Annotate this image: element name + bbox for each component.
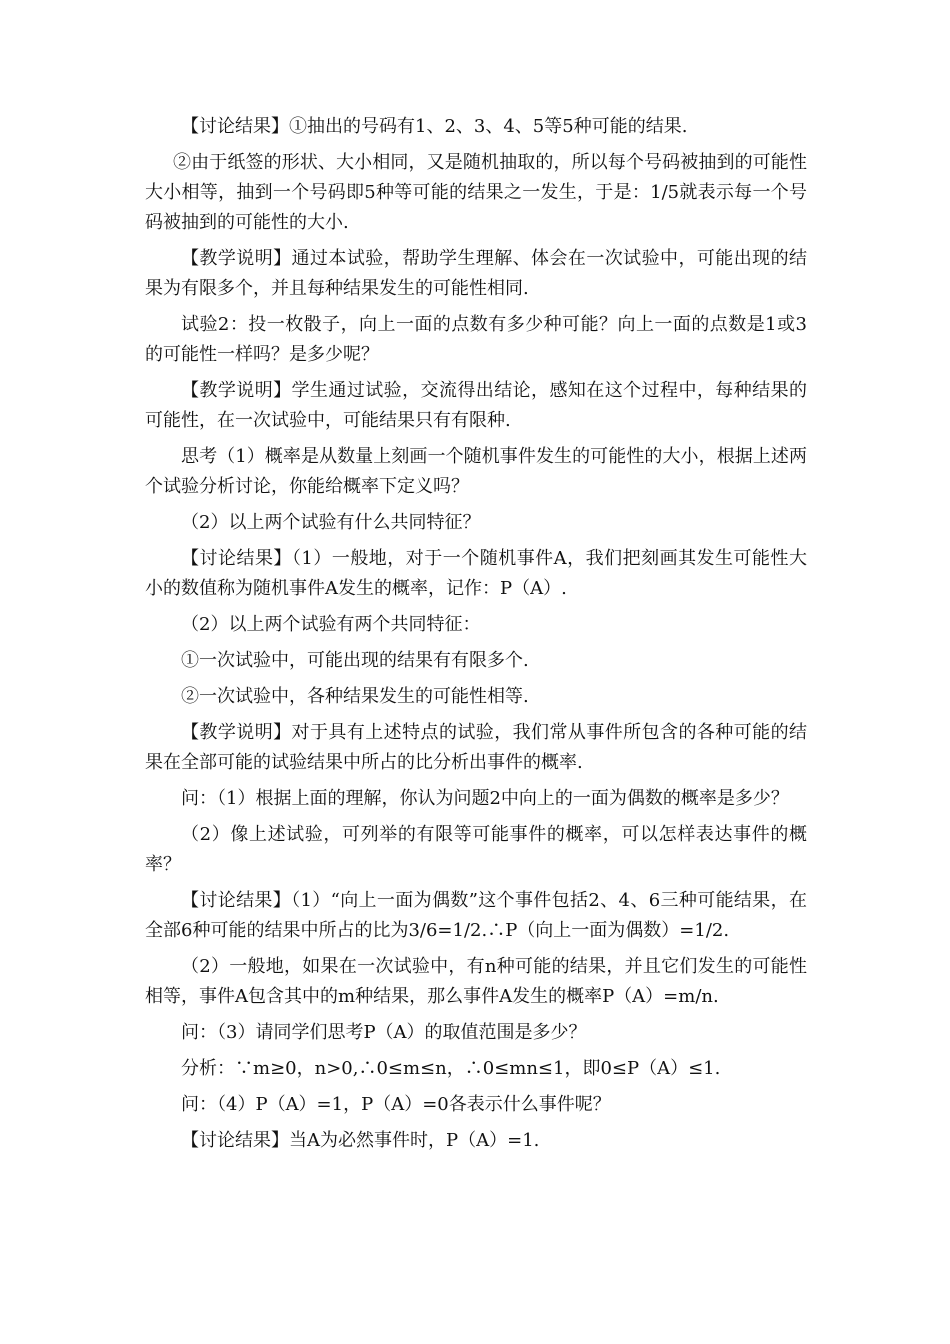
- paragraph-feature-1: ①一次试验中，可能出现的结果有有限多个.: [181, 650, 529, 671]
- paragraph-teaching-note-3: 【教学说明】对于具有上述特点的试验，我们常从事件所包含的各种可能的结果在全部可能的试验结果中所占的比分析出事件的概率.: [145, 722, 807, 773]
- paragraph-discussion-result-even: 【讨论结果】（1）“向上一面为偶数”这个事件包括2、4、6三种可能结果，在全部6种可能的结果中所占的比为3/6=1/2.∴P（向上一面为偶数）=1/2.: [145, 890, 807, 941]
- paragraph-discussion-result-certain: 【讨论结果】当A为必然事件时，P（A）=1.: [181, 1130, 540, 1151]
- paragraph-teaching-note-2: 【教学说明】学生通过试验，交流得出结论，感知在这个过程中，每种结果的可能性，在一次试验中，可能结果只有有限种.: [145, 380, 807, 431]
- paragraph-think-1: 思考（1）概率是从数量上刻画一个随机事件发生的可能性的大小，根据上述两个试验分析讨论，你能给概率下定义吗？: [145, 446, 807, 497]
- paragraph-question-4: 问：（4）P（A）=1，P（A）=0各表示什么事件呢？: [181, 1094, 611, 1115]
- paragraph-analysis: 分析：∵m≥0，n>0,∴0≤m≤n，∴0≤mn≤1，即0≤P（A）≤1.: [181, 1058, 721, 1079]
- paragraph-experiment-2: 试验2：投一枚骰子，向上一面的点数有多少种可能？向上一面的点数是1或3的可能性一样吗？是多少呢？: [145, 314, 807, 365]
- document-body: [145, 112, 807, 1162]
- paragraph-discussion-result-1: 【讨论结果】①抽出的号码有1、2、3、4、5等5种可能的结果.: [181, 116, 688, 137]
- paragraph-general-formula: （2）一般地，如果在一次试验中，有n种可能的结果，并且它们发生的可能性相等，事件A包含其中的m种结果，那么事件A发生的概率P（A）=m/n.: [145, 956, 807, 1007]
- paragraph-common-features: （2）以上两个试验有两个共同特征：: [181, 614, 481, 635]
- paragraph-reason-equal-chance: ②由于纸签的形状、大小相同，又是随机抽取的，所以每个号码被抽到的可能性大小相等，抽到一个号码即5种等可能的结果之一发生，于是：1/5就表示每一个号码被抽到的可能性的大小.: [145, 152, 807, 233]
- paragraph-question-2: （2）像上述试验，可列举的有限等可能事件的概率，可以怎样表达事件的概率？: [145, 824, 807, 875]
- paragraph-feature-2: ②一次试验中，各种结果发生的可能性相等.: [181, 686, 529, 707]
- paragraph-question-3: 问：（3）请同学们思考P（A）的取值范围是多少？: [181, 1022, 587, 1043]
- paragraph-question-1: 问：（1）根据上面的理解，你认为问题2中向上的一面为偶数的概率是多少？: [181, 788, 789, 809]
- paragraph-discussion-result-definition: 【讨论结果】（1）一般地，对于一个随机事件A，我们把刻画其发生可能性大小的数值称为随机事件A发生的概率，记作：P（A）.: [145, 548, 807, 599]
- paragraph-teaching-note-1: 【教学说明】通过本试验，帮助学生理解、体会在一次试验中，可能出现的结果为有限多个，并且每种结果发生的可能性相同.: [145, 248, 807, 299]
- paragraph-think-2: （2）以上两个试验有什么共同特征？: [181, 512, 481, 533]
